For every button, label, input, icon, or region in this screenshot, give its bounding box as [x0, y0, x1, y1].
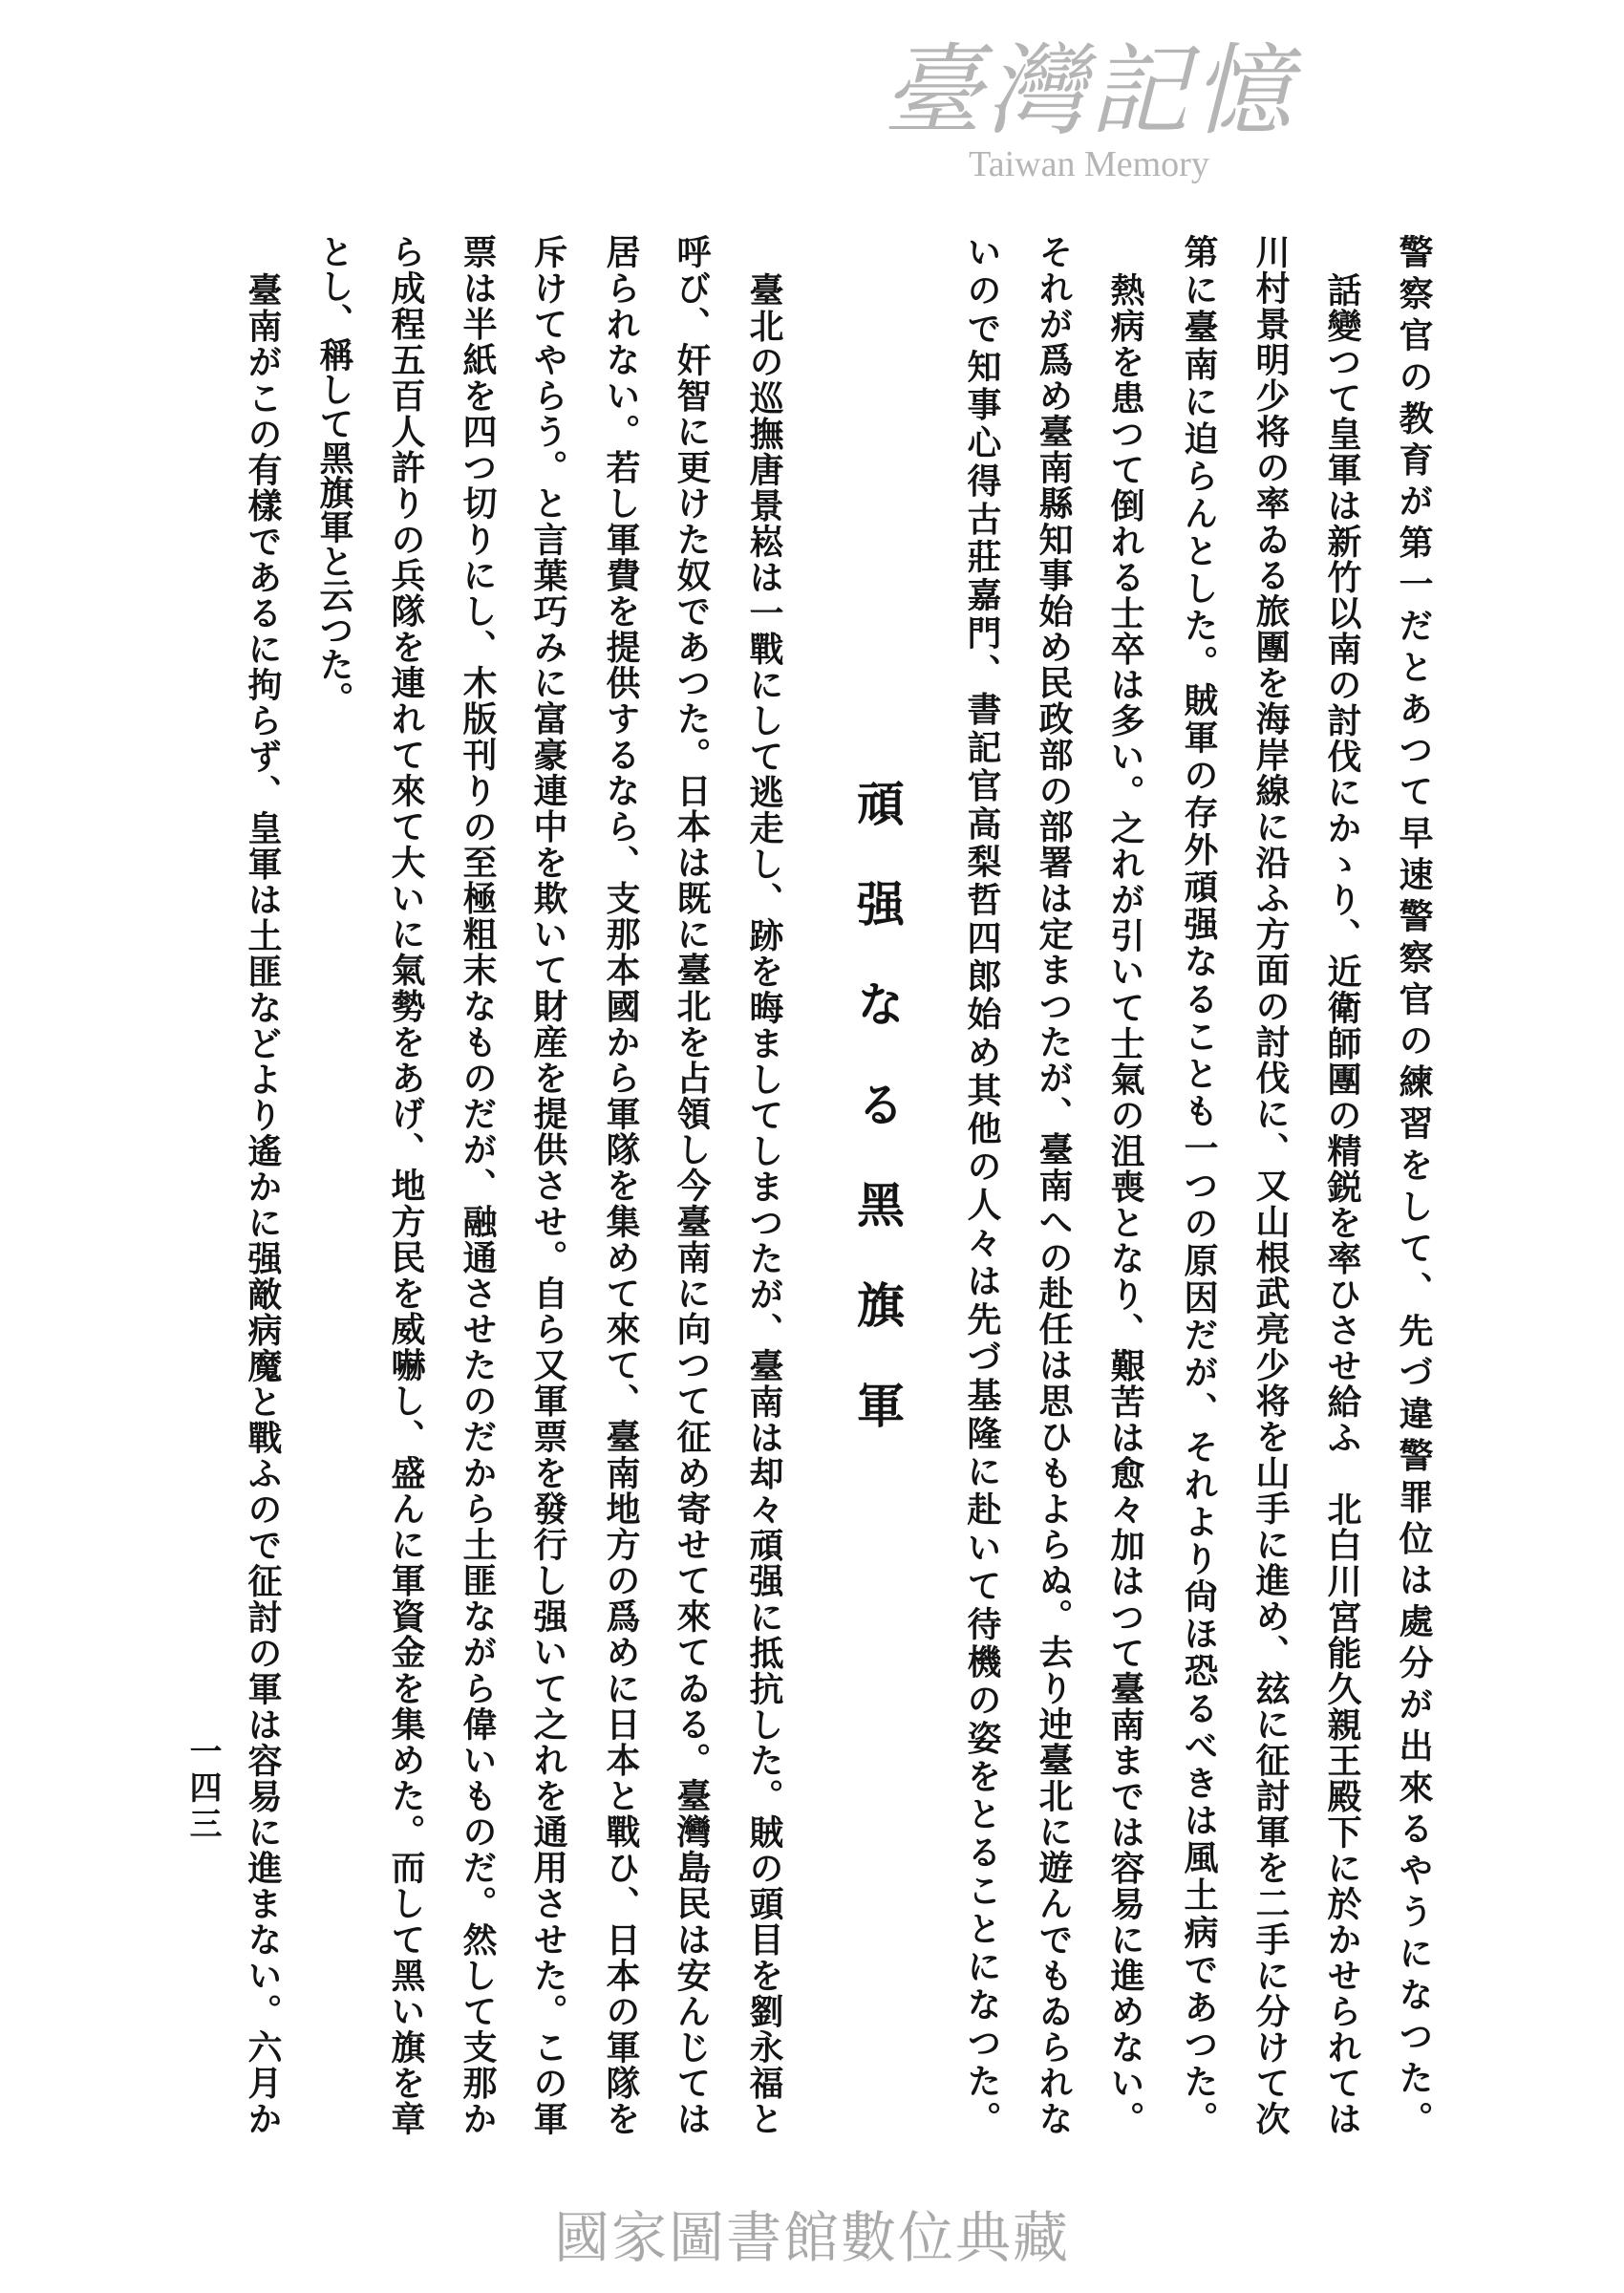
watermark [860, 32, 1318, 185]
text-column: 川村景明少将の率ゐる旅團を海岸線に沿ふ方面の討伐に、又山根武亮少将を山手に進め、玆に征討軍を二手に分けて次 [1250, 234, 1291, 2135]
text-column: 票は半紙を四つ切りにし、木版刊りの至極粗末なものだが、融通させたのだから土匪ながら偉いものだ。然して支那か [458, 234, 498, 2135]
text-column: 警察官の教育が第一だとあつて早速警察官の練習をして、先づ違警罪位は處分が出來るやうになつた。 [1394, 234, 1434, 2135]
text-column: 臺南がこの有樣であるに拘らず、皇軍は土匪などより遙かに强敵病魔と戰ふので征討の軍は容易に進まない。六月か [243, 272, 283, 2135]
section-heading: 頑强なる黑旗軍 [849, 779, 906, 1428]
watermark-logo: 臺灣記憶 [882, 32, 1295, 149]
text-column: 話變つて皇軍は新竹以南の討伐にかゝり、近衛師團の精鋭を率ひさせ給ふ 北白川宮能久親王殿下に於かせられては [1322, 272, 1362, 2135]
text-column: とし、稱して黑旗軍と云つた。 [314, 234, 354, 716]
text-column: 居られない。若し軍費を提供するなら、支那本國から軍隊を集めて來て、臺南地方の爲めに日本と戰ひ、日本の軍隊を [601, 234, 641, 2135]
text-column: 斥けてやらう。と言葉巧みに富豪連中を欺いて財産を提供させ。自ら又軍票を發行し强いて之れを通用させた。この軍 [528, 234, 568, 2135]
text-column: 第に臺南に迫らんとした。賊軍の存外頑强なることも一つの原因だが、それより尙ほ恐るべきは風土病であつた。 [1179, 234, 1219, 2135]
page-number: 一四三 [183, 1734, 222, 1843]
text-column: 呼び、奸智に更けた奴であつた。日本は既に臺北を占領し今臺南に向つて征め寄せて來てゐる。臺灣島民は安んじては [672, 234, 712, 2135]
text-column: 臺北の巡撫唐景崧は一戰にして逃走し、跡を晦ましてしまつたが、臺南は却々頑强に抵抗した。賊の頭目を劉永福と [744, 272, 784, 2135]
text-column: 熱病を患つて倒れる士卒は多い。之れが引いて士氣の沮喪となり、艱苦は愈々加はつて臺南までは容易に進めない。 [1105, 272, 1145, 2135]
footer-credit: 國家圖書館數位典藏 [553, 2205, 1070, 2270]
text-column: ら成程五百人許りの兵隊を連れて來て大いに氣勢をあげ、地方民を威嚇し、盛んに軍資金を集めた。而して黑い旗を章 [386, 234, 426, 2135]
text-column: いので知事心得古莊嘉門、書記官高梨哲四郎始め其他の人々は先づ基隆に赴いて待機の姿をとることになつた。 [962, 234, 1002, 2135]
text-column: それが爲め臺南縣知事始め民政部の部署は定まつたが、臺南への赴任は思ひもよらぬ。去り迚臺北に遊んでもゐられな [1034, 234, 1074, 2135]
watermark-subtitle: Taiwan Memory [969, 144, 1209, 184]
